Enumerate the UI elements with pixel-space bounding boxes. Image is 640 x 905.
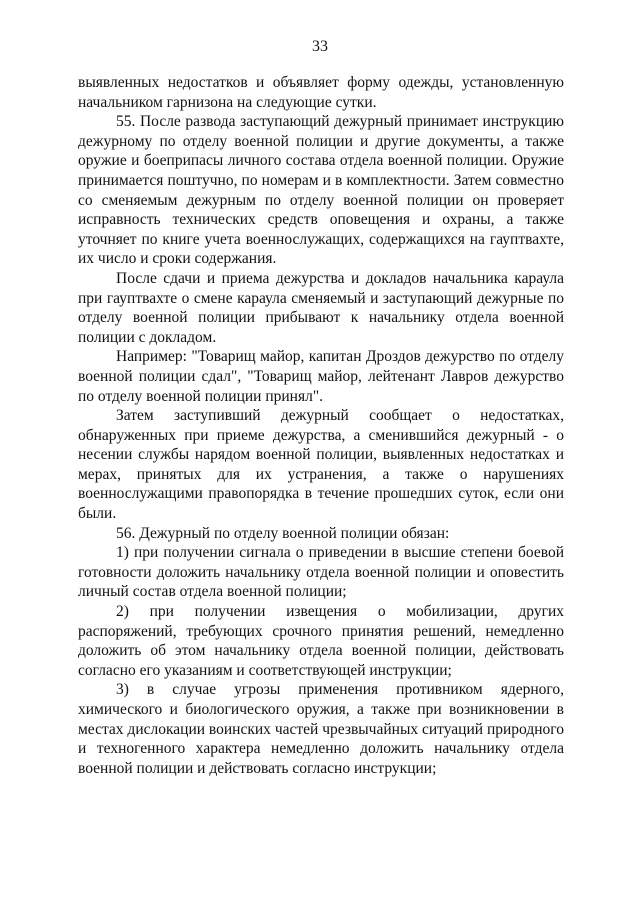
paragraph-55: 55. После развода заступающий дежурный принимает инструкцию дежурному по отделу военной полиции и другие документы, а также оружие и боеприпасы личного состава отдела военной полиции. Оружие принимается поштучно, по номерам и в комплектности. Затем совместно со сменяемым дежурным по отделу военной полиции он проверяет исправность технических средств оповещения и охраны, а также уточняет по книге учета военнослужащих, содержащихся на гауптвахте, их число и сроки содержания.	[78, 113, 564, 268]
list-item-1: 1) при получении сигнала о приведении в высшие степени боевой готовности доложить начальнику отдела военной полиции и оповестить личный состав отдела военной полиции;	[78, 544, 564, 601]
list-item-2: 2) при получении извещения о мобилизации, других распоряжений, требующих срочного принятия решений, немедленно доложить об этом начальнику отдела военной полиции, действовать согласно его указаниям и соответствующей инструкции;	[78, 603, 564, 679]
paragraph-example: Например: "Товарищ майор, капитан Дроздов дежурство по отделу военной полиции сдал", "Товарищ майор, лейтенант Лавров дежурство по отделу военной полиции принял".	[78, 348, 564, 405]
page-number: 33	[312, 38, 328, 55]
paragraph-56: 56. Дежурный по отделу военной полиции обязан:	[116, 524, 450, 542]
paragraph-handover: После сдачи и приема дежурства и докладов начальника караула при гауптвахте о смене караула сменяемый и заступающий дежурные по отделу военной полиции прибывают к начальнику отдела военной полиции с докладом.	[78, 269, 564, 346]
document-body	[78, 73, 564, 778]
paragraph-report: Затем заступивший дежурный сообщает о недостатках, обнаруженных при приеме дежурства, а сменившийся дежурный - о несении службы нарядом военной полиции, выявленных недостатках и мерах, принятых для их устранения, а также о нарушениях военнослужащими правопорядка в течение прошедших суток, если они были.	[78, 407, 564, 523]
paragraph-continuation: выявленных недостатков и объявляет форму одежды, установленную начальником гарнизона на следующие сутки.	[78, 74, 564, 111]
list-item-3: 3) в случае угрозы применения противником ядерного, химического и биологического оружия, а также при возникновении в местах дислокации воинских частей чрезвычайных ситуаций природного и техногенного характера немедленно доложить начальнику отдела военной полиции и действовать согласно инструкции;	[78, 681, 564, 777]
